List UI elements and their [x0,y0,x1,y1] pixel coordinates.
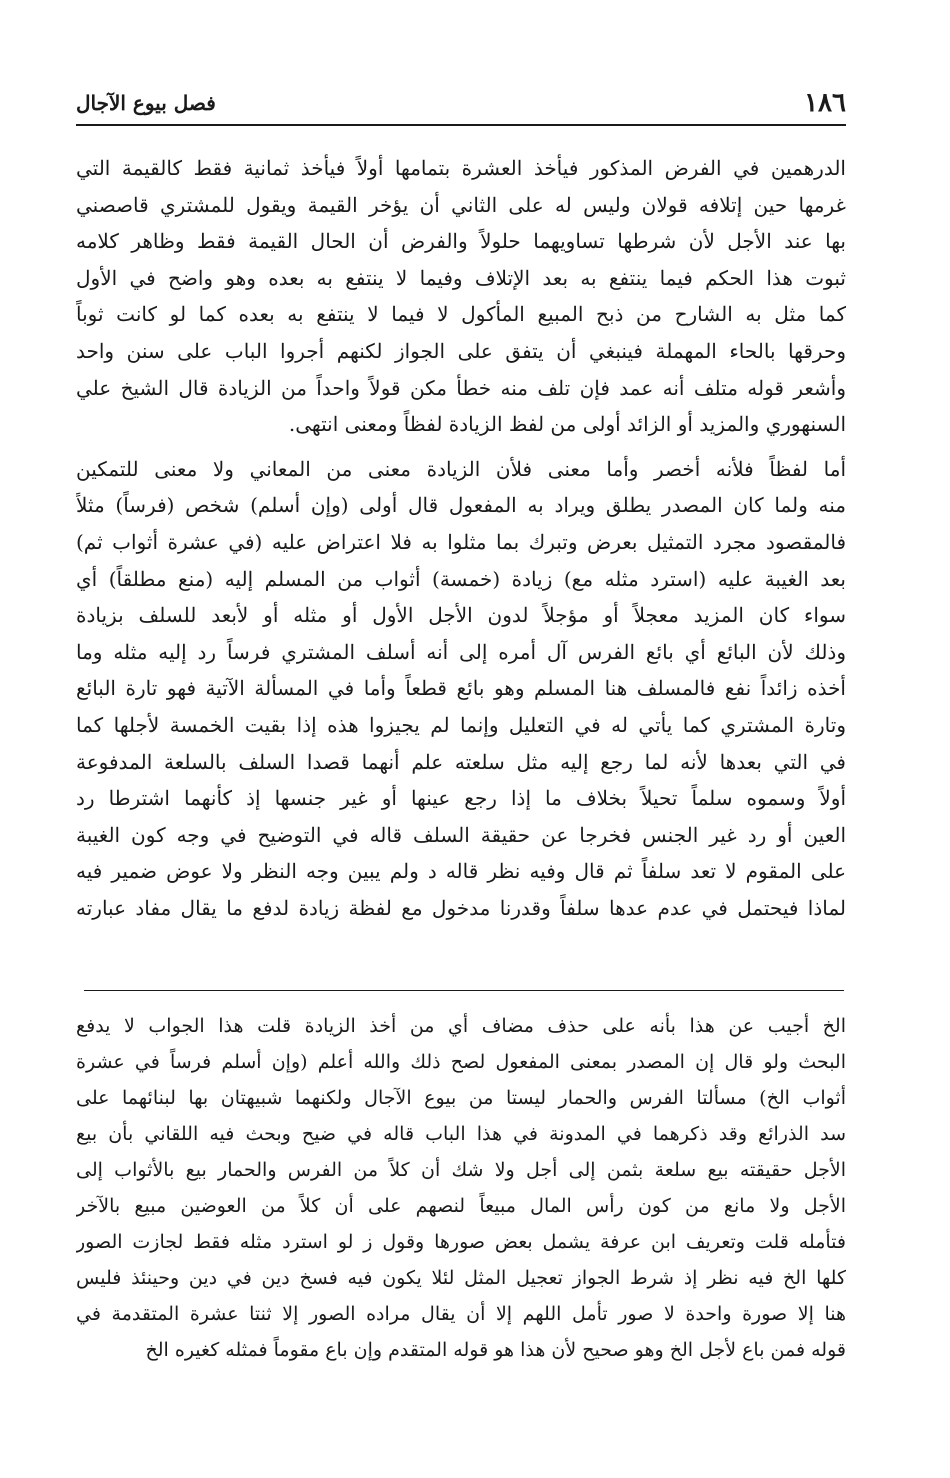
footnotes [76,1008,846,1368]
footnote-line: البحث ولو قال إن المصدر بمعنى المفعول لصح ذلك والله أعلم (وإن أسلم فرساً في عشرة [76,1051,846,1073]
text-line: السنهوري والمزيد أو الزائد أولى من لفظ الزيادة لفظاً ومعنى انتهى. [288,412,846,437]
footnote-rule [84,990,844,991]
header-rule [76,124,846,126]
text-line: العين أو رد غير الجنس فخرجا عن حقيقة السلف قاله في التوضيح في وجه كون الغيبة [76,822,846,847]
paragraph-2 [76,451,846,927]
text-line: أولاً وسموه سلماً تحيلاً بخلاف ما إذا رجع عينها أو غير جنسها إذ كأنهما اشترطا رد [76,786,846,811]
footnote-line: كلها الخ فيه نظر إذ شرط الجواز تعجيل المثل لئلا يكون فيه فسخ دين في دين وحينئذ فليس [76,1267,846,1289]
text-line: الدرهمين في الفرض المذكور فيأخذ العشرة بتمامها أولاً فيأخذ ثمانية فقط كالقيمة التي [76,156,846,180]
text-line: ثبوت هذا الحكم فيما ينتفع به بعد الإتلاف وفيما لا ينتفع به بعده وهو واضح في الأول [76,265,846,290]
footnote-line: أثواب الخ) مسألتا الفرس والحمار ليستا من بيوع الآجال ولكنهما شبيهتان بها لبنائهما على [76,1087,846,1109]
page-header [76,84,846,134]
text-line: على المقوم لا تعد سلفاً ثم قال وفيه نظر قاله د ولم يبين وجه النظر ولا عوض ضمير فيه [76,859,846,884]
text-line: فالمقصود مجرد التمثيل بعرض وتبرك بما مثلوا به فلا اعتراض عليه (في عشرة أثواب ثم) [76,529,846,554]
running-title: فصل بيوع الآجال [76,91,216,115]
text-line: أخذه زائداً نفع فالمسلف هنا المسلم وهو بائع قطعاً وأما في المسألة الآتية فهو تارة البائع [76,676,846,701]
text-line: سواء كان المزيد معجلاً أو مؤجلاً لدون الأجل الأول أو مثله أو لأبعد للسلف بزيادة [76,603,846,628]
text-line: وأشعر قوله متلف أنه عمد فإن تلف منه خطأ مكن قولاً واحداً من الزيادة قال الشيخ علي [76,375,846,400]
footnote-line: الأجل ولا مانع من كون رأس المال مبيعاً لنصهم على أن كلاً من العوضين مبيع بالآخر [76,1195,846,1217]
text-line: كما مثل به الشارح من ذبح المبيع المأكول لا فيما لا ينتفع به بعده كما لو كانت ثوباً [76,302,846,327]
text-line: بعد الغيبة عليه (استرد مثله مع) زيادة (خمسة) أثواب من المسلم إليه (منع مطلقاً) أي [76,566,846,591]
footnote-line: الأجل حقيقته بيع سلعة بثمن إلى أجل ولا شك أن كلاً من الفرس والحمار بيع بالأثواب إلى [76,1159,846,1181]
footnote-line: فتأمله قلت وتعريف ابن عرفة يشمل بعض صورها وقول ز لو استرد مثله فقط لجازت الصور [76,1231,846,1253]
footnote-line: قوله فمن باع لأجل الخ وهو صحيح لأن هذا هو قوله المتقدم وإن باع مقوماً فمثله كغيره الخ [145,1339,846,1361]
footnote-line: سد الذرائع وقد ذكرهما في المدونة في هذا الباب قاله في ضيح وبحث فيه اللقاني بأن بيع [76,1123,846,1145]
text-line: منه ولما كان المصدر يطلق ويراد به المفعول قال أولى (وإن أسلم) شخص (فرساً) مثلاً [76,493,846,518]
text-line: وتارة المشتري كما يأتي له في التعليل وإنما لم يجيزوا هذه إذا بقيت الخمسة لأجلها كما [76,712,846,737]
text-line: في التي بعدها لأنه لما رجع إليه مثل سلعته علم أنهما قصدا السلف بالسلعة المدفوعة [76,749,846,774]
footnote-line: هنا إلا صورة واحدة لا صور تأمل اللهم إلا أن يقال مراده الصور إلا ثنتا عشرة المتقدمة في [76,1303,846,1325]
text-line: وذلك لأن البائع أي بائع الفرس آل أمره إلى أنه أسلف المشتري فرساً رد إليه مثله وما [76,639,846,664]
page-number: ١٨٦ [804,88,846,118]
paragraph-gap [76,443,846,451]
text-line: بها عند الأجل لأن شرطها تساويهما حلولاً والفرض أن الحال القيمة فقط وظاهر كلامه [76,229,846,254]
paragraph-1 [76,150,846,443]
footnote-line: الخ أجيب عن هذا بأنه على حذف مضاف أي من أخذ الزيادة قلت هذا الجواب لا يدفع [76,1015,846,1037]
main-text [76,150,846,926]
text-line: لماذا فيحتمل في عدم عدها سلفاً وقدرنا مدخول مع لفظة زيادة لدفع ما يقال مفاد عبارته [76,895,846,920]
text-line: غرمها حين إتلافه قولان وليس له على الثاني أن يؤخر القيمة ويقول للمشتري قاصصني [76,192,846,217]
text-line: أما لفظاً فلأنه أخصر وأما معنى فلأن الزيادة معنى من المعاني ولا معنى للتمكين [76,456,846,481]
text-line: وحرقها بالحاء المهملة فينبغي أن يتفق على الجواز لكنهم أجروا الباب على سنن واحد [76,338,846,363]
